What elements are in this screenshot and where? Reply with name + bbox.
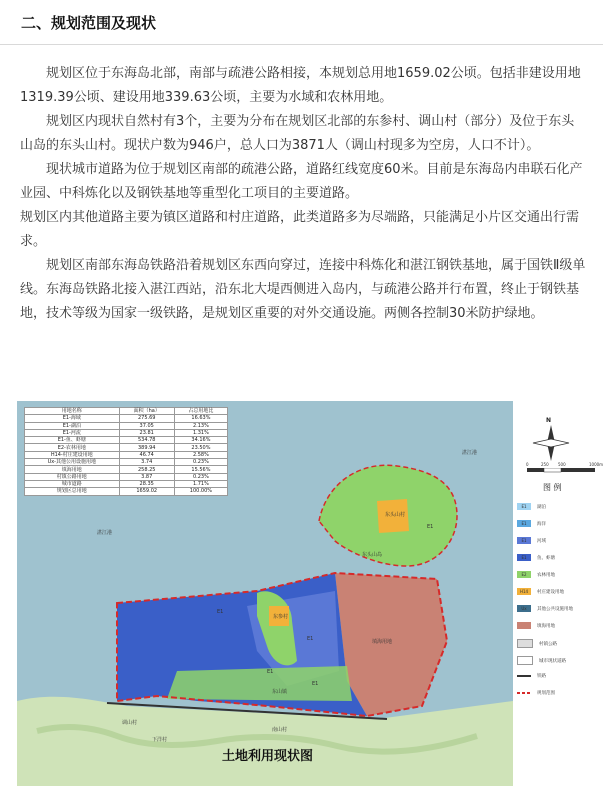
paragraph-2: 规划区内现状自然村有3个，主要为分布在规划区北部的东参村、调山村（部分）及位于东头山岛的东头山村。现状户数为946户，总人口为3871人（调山村现多为空房，人口不计）。: [20, 114, 575, 153]
table-cell: 258.25: [119, 466, 174, 473]
map-label-reclaim: 填海用地: [372, 639, 393, 645]
table-cell: E1-海域: [25, 415, 120, 422]
legend-swatch: [517, 622, 531, 629]
table-cell: E1-鱼、虾塘: [25, 437, 120, 444]
southern-land: [17, 697, 513, 786]
legend-swatch: E2: [517, 571, 531, 578]
table-cell: E1-河流: [25, 429, 120, 436]
map-label-water-west: 湛江港: [97, 530, 113, 536]
legend-item: [517, 520, 546, 527]
scale-label: 1000m: [589, 462, 603, 467]
paragraph-4: 规划区内其他道路主要为镇区道路和村庄道路，此类道路多为尽端路，只能满足小片区交通出行需求。: [20, 210, 580, 249]
legend-swatch: [517, 692, 531, 694]
table-cell: 28.35: [119, 480, 174, 487]
table-cell: 0.23%: [174, 459, 227, 466]
table-cell: 16.63%: [174, 415, 227, 422]
table-cell: 1.71%: [174, 480, 227, 487]
legend-label: 村镇公路: [539, 641, 557, 647]
scale-label: 500: [558, 462, 566, 467]
table-row: [25, 422, 228, 429]
legend-item: [517, 656, 566, 665]
legend-label: 鱼、虾塘: [537, 555, 555, 561]
legend-swatch: E1: [517, 503, 531, 510]
compass-north-label: N: [546, 417, 552, 424]
legend-swatch: [517, 675, 531, 677]
scale-label: 0: [526, 462, 529, 467]
table-row: [25, 415, 228, 422]
legend-label: 湖泊: [537, 504, 546, 510]
table-header-row: [25, 408, 228, 415]
legend-label: 村庄建设用地: [537, 589, 564, 595]
table-cell: E1-湖泊: [25, 422, 120, 429]
table-row: [25, 451, 228, 458]
table-header: 占总用地比: [174, 408, 227, 415]
table-cell: 37.05: [119, 422, 174, 429]
map-legend: [513, 401, 603, 786]
map-label-island-village: 东头山村: [385, 512, 406, 518]
table-cell: 23.50%: [174, 444, 227, 451]
legend-item: [517, 605, 573, 612]
table-cell: 2.58%: [174, 451, 227, 458]
map-label-water-east: 湛江港: [462, 450, 478, 456]
paragraph-5: 规划区南部东海岛铁路沿着规划区东西向穿过，连接中科炼化和湛江钢铁基地，属于国铁Ⅱ级单线。东海岛铁路北接入湛江西站，沿东北大堤西侧进入岛内，与疏港公路并行布置，终止于钢铁基地，技术等级为国家一级铁路，是规划区重要的对外交通设施。两侧各控制30米防护绿地。: [20, 258, 586, 321]
paragraph-3: 现状城市道路为位于规划区南部的疏港公路，道路红线宽度60米。目前是东海岛内串联石化产业园、中科炼化以及钢铁基地等重型化工项目的主要道路。: [20, 162, 583, 201]
table-row: [25, 480, 228, 487]
scale-label: 250: [541, 462, 549, 467]
land-use-table: [24, 407, 228, 496]
table-cell: 2.13%: [174, 422, 227, 429]
table-cell: 3.74: [119, 459, 174, 466]
legend-label: 填海用地: [537, 623, 555, 629]
map-label-main-e1: E1: [217, 609, 224, 615]
table-cell: 规划区总用地: [25, 488, 120, 495]
table-cell: 0.23%: [174, 473, 227, 480]
table-row: [25, 459, 228, 466]
paragraph-1: 规划区位于东海岛北部，南部与疏港公路相接，本规划总用地1659.02公顷。包括非建设用地1319.39公顷、建设用地339.63公顷，主要为水域和农林用地。: [20, 66, 581, 105]
table-cell: 275.69: [119, 415, 174, 422]
section-heading: 二、规划范围及现状: [21, 14, 157, 32]
table-row: [25, 429, 228, 436]
legend-swatch: H14: [517, 588, 531, 595]
table-cell: 1659.02: [119, 488, 174, 495]
legend-label: 规划范围: [537, 691, 555, 696]
legend-label: 河域: [537, 538, 546, 544]
land-use-map: [17, 401, 603, 786]
map-label-town: 东山镇: [272, 689, 288, 695]
map-label-main-e1: E1: [307, 636, 314, 642]
legend-item: [517, 690, 555, 696]
legend-title: 图 例: [543, 483, 562, 492]
table-cell: 15.56%: [174, 466, 227, 473]
legend-swatch: [517, 639, 533, 648]
table-header: 面积（ha）: [119, 408, 174, 415]
map-label-island-e1: E1: [427, 524, 434, 530]
legend-item: [517, 622, 555, 629]
legend-swatch: Ux: [517, 605, 531, 612]
table-cell: 100.00%: [174, 488, 227, 495]
legend-item: [517, 639, 557, 648]
southern-strip: [167, 666, 352, 701]
map-title: 土地利用现状图: [222, 749, 314, 764]
table-cell: 34.16%: [174, 437, 227, 444]
table-cell: 填海用地: [25, 466, 120, 473]
legend-label: 铁路: [537, 674, 546, 679]
table-cell: 1.31%: [174, 429, 227, 436]
map-label-village-s2: 下洋村: [152, 737, 168, 743]
table-cell: 534.78: [119, 437, 174, 444]
table-cell: 389.94: [119, 444, 174, 451]
table-row: [25, 437, 228, 444]
table-row: [25, 488, 228, 495]
legend-label: 海洋: [537, 521, 546, 527]
map-label-village-mid: 东参村: [273, 614, 289, 620]
table-cell: 46.74: [119, 451, 174, 458]
legend-item: [517, 537, 546, 544]
map-label-village-s3: 南山村: [272, 727, 288, 733]
table-cell: H14-村庄建设用地: [25, 451, 120, 458]
legend-swatch: E1: [517, 537, 531, 544]
table-cell: E2-农林用地: [25, 444, 120, 451]
table-cell: 城市道路: [25, 480, 120, 487]
map-label-island-name: 东头山岛: [362, 552, 383, 558]
table-cell: 村镇公路用地: [25, 473, 120, 480]
legend-label: 城市现状道路: [539, 658, 566, 664]
legend-item: [517, 588, 564, 595]
table-cell: Ux-其他公用设施用地: [25, 459, 120, 466]
map-label-main-e1: E1: [267, 669, 274, 675]
map-label-village-s1: 调山村: [122, 720, 138, 726]
legend-swatch: E1: [517, 520, 531, 527]
scale-bar: [527, 468, 597, 474]
table-row: [25, 473, 228, 480]
legend-swatch: E1: [517, 554, 531, 561]
table-cell: 3.87: [119, 473, 174, 480]
compass-icon: [531, 423, 571, 463]
legend-swatch: [517, 656, 533, 665]
legend-item: [517, 571, 555, 578]
legend-item: [517, 554, 555, 561]
map-label-main-e1: E1: [312, 681, 319, 687]
legend-item: [517, 503, 546, 510]
heading-divider: [0, 44, 603, 45]
table-row: [25, 444, 228, 451]
table-header: 用地名称: [25, 408, 120, 415]
legend-item: [517, 673, 546, 679]
body-text: [20, 62, 586, 326]
table-cell: 23.81: [119, 429, 174, 436]
table-row: [25, 466, 228, 473]
legend-label: 农林用地: [537, 572, 555, 578]
legend-label: 其他公共设施用地: [537, 606, 573, 612]
